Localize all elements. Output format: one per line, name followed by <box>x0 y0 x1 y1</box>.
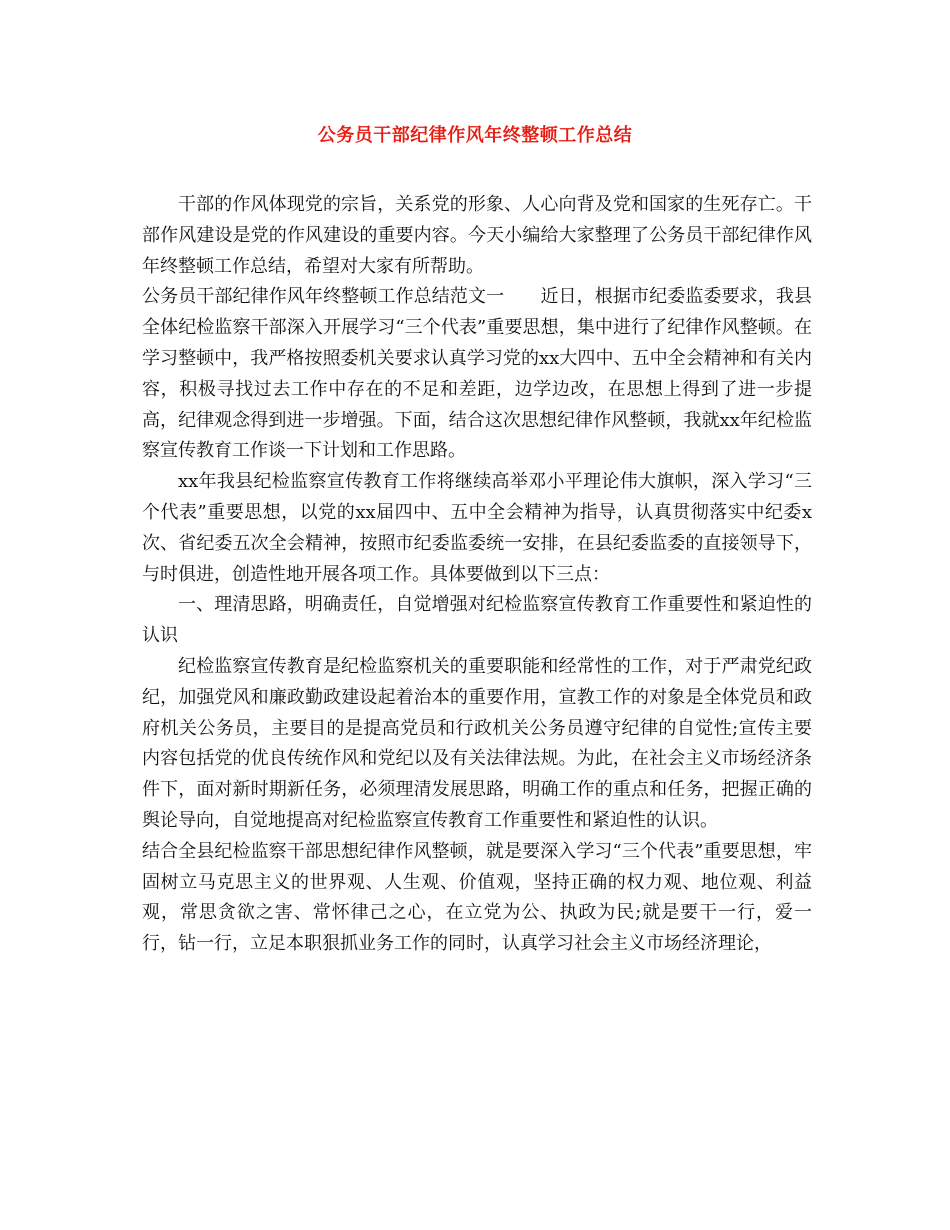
paragraph-heading-one: 一、理清思路，明确责任，自觉增强对纪检监察宣传教育工作重要性和紧迫性的认识 <box>142 594 812 647</box>
paragraph-rectification: 结合全县纪检监察干部思想纪律作风整顿，就是要深入学习“三个代表”重要思想，牢固树立马克思主义的世界观、人生观、价值观，坚持正确的权力观、地位观、利益观，常思贪欲之害、常怀律己之心，在立党为公、执政为民;就是要干一行，爱一行，钻一行，立足本职狠抓业务工作的同时，认真学习社会主义市场经济理论， <box>142 840 812 955</box>
paragraph-intro: 干部的作风体现党的宗旨，关系党的形象、人心向背及党和国家的生死存亡。干部作风建设是党的作风建设的重要内容。今天小编给大家整理了公务员干部纪律作风年终整顿工作总结，希望对大家有所帮助。 <box>142 194 812 277</box>
paragraph-importance: 纪检监察宣传教育是纪检监察机关的重要职能和经常性的工作，对于严肃党纪政纪，加强党风和廉政勤政建设起着治本的重要作用，宣教工作的对象是全体党员和政府机关公务员，主要目的是提高党员和行政机关公务员遵守纪律的自觉性;宣传主要内容包括党的优良传统作风和党纪以及有关法律法规。为此，在社会主义市场经济条件下，面对新时期新任务，必须理清发展思路，明确工作的重点和任务，把握正确的舆论导向，自觉地提高对纪检监察宣传教育工作重要性和紧迫性的认识。 <box>142 655 812 831</box>
document-title: 公务员干部纪律作风年终整顿工作总结 <box>317 125 633 146</box>
document-body <box>142 190 812 960</box>
paragraph-sample-one: 公务员干部纪律作风年终整顿工作总结范文一 近日，根据市纪委监委要求，我县全体纪检监察干部深入开展学习“三个代表”重要思想，集中进行了纪律作风整顿。在学习整顿中，我严格按照委机关要求认真学习党的xx大四中、五中全会精神和有关内容，积极寻找过去工作中存在的不足和差距，边学边改，在思想上得到了进一步提高，纪律观念得到进一步增强。下面，结合这次思想纪律作风整顿，我就xx年纪检监察宣传教育工作谈一下计划和工作思路。 <box>142 286 812 462</box>
paragraph-plan: xx年我县纪检监察宣传教育工作将继续高举邓小平理论伟大旗帜，深入学习“三个代表”重要思想，以党的xx届四中、五中全会精神为指导，认真贯彻落实中纪委x次、省纪委五次全会精神，按照市纪委监委统一安排，在县纪委监委的直接领导下，与时俱进，创造性地开展各项工作。具体要做到以下三点： <box>142 471 812 585</box>
